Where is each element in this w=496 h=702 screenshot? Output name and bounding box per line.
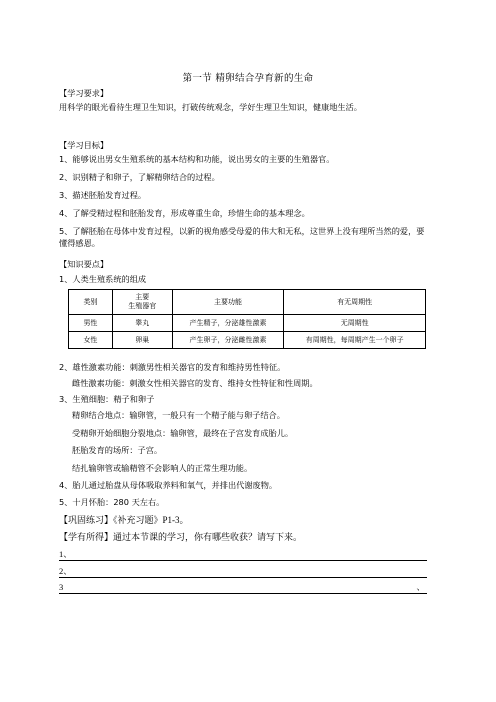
table-row [69,332,426,349]
table-cell: 卵巢 [112,332,172,349]
goal-item: 3、描述胚胎发育过程。 [59,190,147,200]
table-header-row [69,290,426,315]
table-header-cell: 有无周期性 [284,290,426,315]
table-row [69,315,426,332]
table-header-cell: 主要 生殖器官 [112,290,172,315]
answer-line-number: 2、 [59,566,72,576]
table-cell: 男性 [69,315,113,332]
answer-line-number: 3 [59,582,64,592]
answer-line-1[interactable] [59,548,427,561]
table-cell: 产生卵子，分泌雌性激素 [172,332,284,349]
answer-line-number: 1、 [59,549,72,559]
goals-header: 【学习目标】 [59,140,109,150]
knowledge-item-5: 5、十月怀胎：280 天左右。 [59,497,165,507]
knowledge-item-3-line: 精卵结合地点：输卵管，一般只有一个精子能与卵子结合。 [72,410,285,420]
gains-prompt: 【学有所得】通过本节课的学习，你有哪些收获？请写下来。 [59,532,303,542]
knowledge-item-3-line: 结扎输卵管或输精管不会影响人的正常生理功能。 [72,463,253,473]
table-header-cell: 主要功能 [172,290,284,315]
knowledge-item-4: 4、胎儿通过胎盘从母体吸取养料和氧气，并排出代谢废物。 [59,480,278,490]
goal-item: 5、了解胚胎在母体中发育过程，以新的视角感受母爱的伟大和无私，这世界上没有理所当然的爱，要懂得感恩。 [59,226,425,248]
table-cell: 无周期性 [284,315,426,332]
requirements-text: 用科学的眼光看待生理卫生知识，打破传统观念，学好生理卫生知识，健康地生活。 [59,102,362,112]
knowledge-item-1: 1、人类生殖系统的组成 [59,274,147,284]
knowledge-item-3-line: 受精卵开始细胞分裂地点：输卵管，最终在子宫发育成胎儿。 [72,428,294,438]
knowledge-header: 【知识要点】 [59,259,109,269]
answer-line-2[interactable] [59,565,427,578]
table-cell: 产生精子，分泌雄性激素 [172,315,284,332]
table-cell: 女性 [69,332,113,349]
table-header-cell: 类别 [69,290,113,315]
goal-item: 1、能够说出男女生殖系统的基本结构和功能，说出男女的主要的生殖器官。 [59,154,335,164]
knowledge-item-3-line: 胚胎发育的场所：子宫。 [72,445,163,455]
goal-item: 2、识别精子和卵子，了解精卵结合的过程。 [59,172,220,182]
answer-line-3[interactable] [59,581,427,594]
knowledge-item-3: 3、生殖细胞：精子和卵子 [59,394,155,404]
requirements-header: 【学习要求】 [59,88,109,98]
goal-item: 4、了解受精过程和胚胎发育，形成尊重生命，珍惜生命的基本理念。 [59,208,310,218]
practice-line: 【巩固练习】《补充习题》P1-3。 [59,515,189,525]
table-cell: 睾丸 [112,315,172,332]
reproductive-system-table [68,289,426,349]
knowledge-item-2-sub: 雌性激素功能：刺激女性相关器官的发育、维持女性特征和性周期。 [72,378,318,388]
page-title: 第一节 精卵结合孕育新的生命 [182,73,314,84]
knowledge-item-2: 2、雄性激素功能：刺激男性相关器官的发育和维持男性特征。 [59,362,286,372]
table-cell: 有周期性，每周期产生一个卵子 [284,332,426,349]
answer-line-end-mark: 、 [416,582,425,592]
